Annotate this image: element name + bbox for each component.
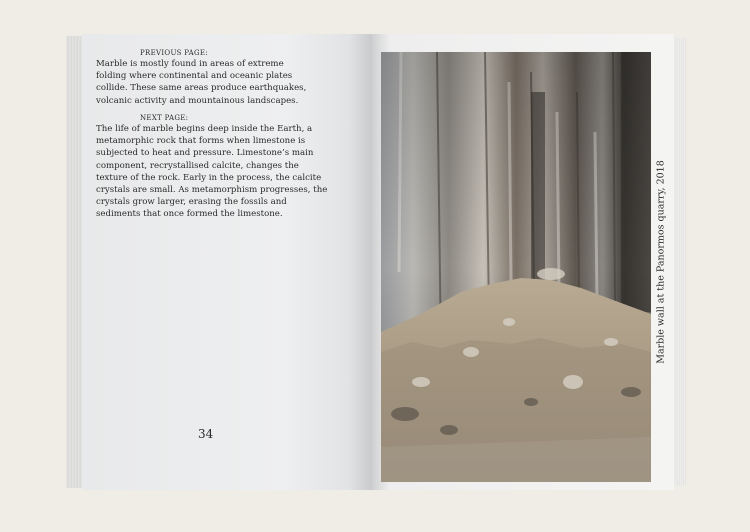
previous-page-text: Marble is mostly found in areas of extreme folding where continental and oceanic plates collide. These same areas produce earthquakes, volcanic activity and mountainous landscapes. — [96, 59, 307, 106]
page-number: 34 — [198, 427, 214, 441]
right-page — [372, 34, 674, 490]
previous-page-label: PREVIOUS PAGE: — [140, 49, 208, 57]
next-page-label: NEXT PAGE: — [140, 114, 189, 122]
left-page — [82, 34, 372, 490]
open-book — [66, 34, 686, 490]
photo-caption-text: Marble wall at the Panormos quarry, 2018 — [655, 160, 667, 364]
next-page-text: The life of marble begins deep inside the Earth, a metamorphic rock that forms when limestone is subjected to heat and pressure. Limestone’s main component, recrystallised calcite, changes the texture of the rock. Early in the process, the calcite crystals are small. As metamorphism progresses, the crystals grow larger, erasing the fossils and sediments that once formed the limestone. — [96, 124, 328, 220]
quarry-photo — [381, 52, 651, 482]
photo-caption — [646, 34, 676, 490]
marble-wall-image — [381, 52, 651, 482]
